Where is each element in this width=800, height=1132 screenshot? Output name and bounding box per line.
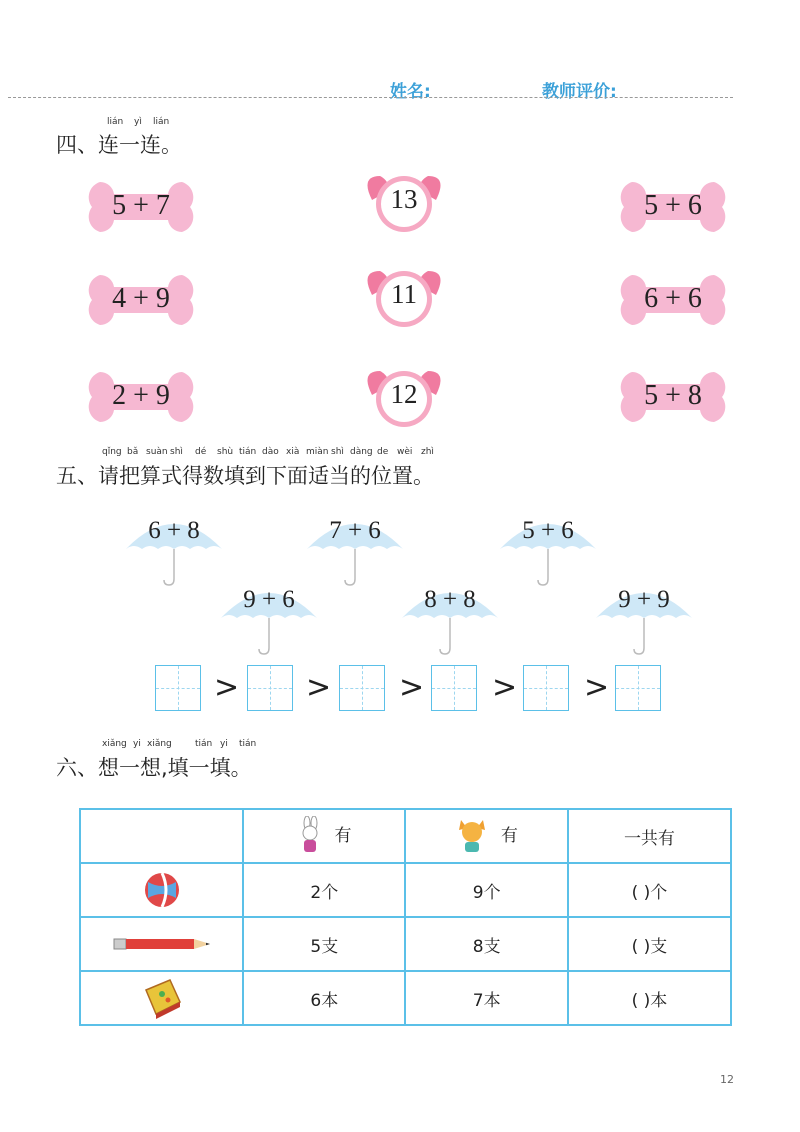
header-total: 一共有 — [568, 809, 731, 863]
section-4-title: 四、连一连。 — [56, 133, 182, 157]
umbrella[interactable] — [498, 509, 598, 589]
fill-in-table — [79, 808, 732, 1026]
pinyin: yi — [220, 739, 228, 749]
pinyin: dàng — [350, 447, 373, 457]
expression-text: 5 + 6 — [644, 190, 702, 221]
item-cell — [80, 863, 243, 917]
pinyin: xiǎng — [147, 739, 172, 749]
umbrella[interactable] — [305, 509, 405, 589]
count-cell: 6本 — [243, 971, 405, 1025]
pinyin: tián — [239, 447, 257, 457]
umbrella-expression: 5 + 6 — [522, 517, 574, 544]
item-cell — [80, 917, 243, 971]
greater-than-sign: > — [492, 670, 518, 705]
answer-clock[interactable] — [358, 265, 450, 329]
pinyin: xiǎng — [102, 739, 127, 749]
pinyin: shì — [170, 447, 183, 457]
expression-text: 2 + 9 — [112, 380, 170, 411]
expression-text: 5 + 7 — [112, 190, 170, 221]
answer-number: 13 — [390, 184, 418, 214]
count-cell: 9个 — [405, 863, 567, 917]
pinyin: suàn — [146, 447, 168, 457]
answer-box[interactable] — [339, 665, 385, 711]
header-have: 有 — [334, 826, 352, 846]
header-have: 有 — [500, 826, 518, 846]
answer-box[interactable] — [431, 665, 477, 711]
total-answer-cell[interactable]: ( )个 — [568, 863, 731, 917]
section-5-title: 五、请把算式得数填到下面适当的位置。 — [56, 464, 434, 488]
pinyin: dé — [195, 447, 207, 457]
answer-clock[interactable] — [358, 170, 450, 234]
expression-text: 4 + 9 — [112, 283, 170, 314]
page-number: 12 — [720, 1073, 734, 1086]
greater-than-sign: > — [584, 670, 610, 705]
header-divider — [8, 97, 733, 98]
teacher-evaluation-label: 教师评价: — [542, 82, 617, 102]
pinyin: miàn — [306, 447, 329, 457]
umbrella-expression: 6 + 8 — [148, 517, 200, 544]
pinyin: lián — [153, 117, 170, 127]
umbrella-expression: 7 + 6 — [329, 517, 381, 544]
rabbit-icon — [297, 816, 323, 856]
umbrella[interactable] — [219, 578, 319, 658]
pinyin: dào — [262, 447, 279, 457]
book-icon — [140, 976, 184, 1020]
answer-number: 12 — [390, 379, 418, 409]
expression-bone[interactable] — [612, 271, 734, 329]
ball-icon — [140, 870, 184, 910]
pinyin: tián — [239, 739, 257, 749]
count-cell: 8支 — [405, 917, 567, 971]
pinyin: lián — [107, 117, 124, 127]
greater-than-sign: > — [306, 670, 332, 705]
pinyin: xià — [286, 447, 300, 457]
pinyin: wèi — [397, 447, 413, 457]
umbrella[interactable] — [400, 578, 500, 658]
name-label: 姓名: — [390, 82, 431, 102]
answer-number: 11 — [391, 279, 417, 309]
expression-bone[interactable] — [612, 368, 734, 426]
expression-bone[interactable] — [80, 271, 202, 329]
count-cell: 7本 — [405, 971, 567, 1025]
answer-box[interactable] — [155, 665, 201, 711]
expression-bone[interactable] — [80, 368, 202, 426]
umbrella-expression: 9 + 6 — [243, 586, 295, 613]
expression-bone[interactable] — [612, 178, 734, 236]
cat-icon — [455, 816, 489, 856]
pinyin: tián — [195, 739, 213, 749]
total-answer-cell[interactable]: ( )支 — [568, 917, 731, 971]
expression-text: 6 + 6 — [644, 283, 702, 314]
umbrella-expression: 9 + 9 — [618, 586, 670, 613]
answer-box[interactable] — [523, 665, 569, 711]
answer-box[interactable] — [615, 665, 661, 711]
header-cell-cat — [405, 809, 567, 863]
pinyin: zhì — [421, 447, 434, 457]
pinyin: yì — [134, 117, 142, 127]
answer-clock[interactable] — [358, 365, 450, 429]
pinyin: qǐng — [102, 447, 122, 457]
total-answer-cell[interactable]: ( )本 — [568, 971, 731, 1025]
pencil-icon — [112, 934, 212, 954]
expression-bone[interactable] — [80, 178, 202, 236]
greater-than-sign: > — [214, 670, 240, 705]
header-cell-empty — [80, 809, 243, 863]
expression-text: 5 + 8 — [644, 380, 702, 411]
item-cell — [80, 971, 243, 1025]
umbrella[interactable] — [124, 509, 224, 589]
umbrella-expression: 8 + 8 — [424, 586, 476, 613]
count-cell: 2个 — [243, 863, 405, 917]
pinyin: de — [377, 447, 389, 457]
pinyin: yi — [133, 739, 141, 749]
greater-than-sign: > — [399, 670, 425, 705]
umbrella[interactable] — [594, 578, 694, 658]
pinyin: shù — [217, 447, 234, 457]
pinyin: bǎ — [127, 447, 139, 457]
header-cell-rabbit — [243, 809, 405, 863]
count-cell: 5支 — [243, 917, 405, 971]
pinyin: shì — [331, 447, 344, 457]
section-6-title: 六、想一想,填一填。 — [56, 756, 252, 780]
answer-box[interactable] — [247, 665, 293, 711]
